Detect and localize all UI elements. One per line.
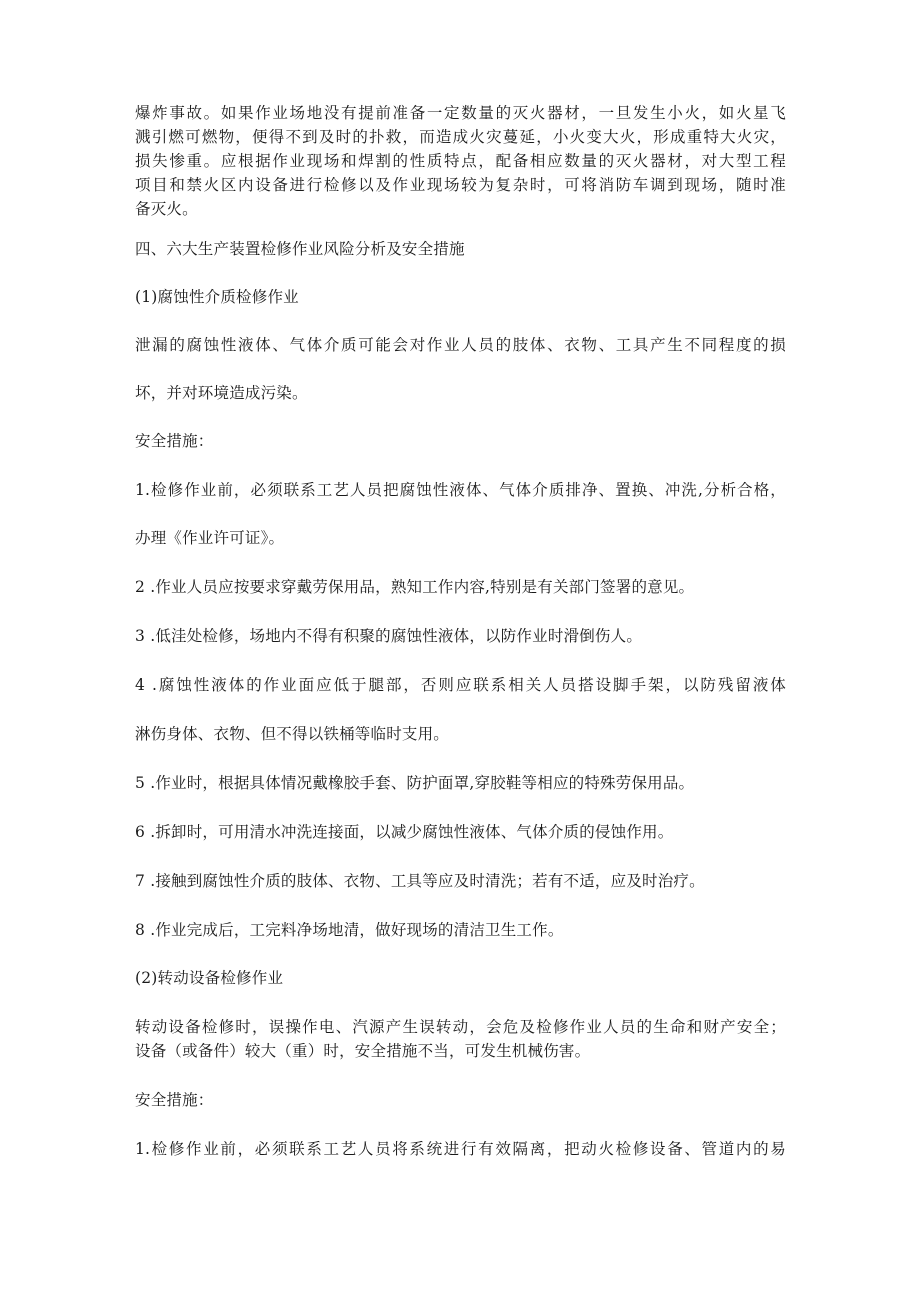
paragraph-line: 备灭火。 — [135, 200, 198, 218]
paragraph-line: 项目和禁火区内设备进行检修以及作业现场较为复杂时，可将消防车调到现场，随时准 — [135, 176, 786, 194]
list-item-continuation: 办理《作业许可证》。 — [135, 529, 285, 547]
list-item: 3 .低洼处检修，场地内不得有积聚的腐蚀性液体，以防作业时滑倒伤人。 — [135, 627, 643, 645]
paragraph-line: 损失惨重。应根据作业现场和焊割的性质特点，配备相应数量的灭火器材，对大型工程 — [135, 152, 786, 170]
list-item: 7 .接触到腐蚀性介质的肢体、衣物、工具等应及时清洗；若有不适，应及时治疗。 — [135, 872, 705, 890]
list-item: 2 .作业人员应按要求穿戴劳保用品，熟知工作内容,特别是有关部门签署的意见。 — [135, 578, 695, 596]
measures-label: 安全措施： — [135, 1091, 214, 1109]
list-item: 5 .作业时，根据具体情况戴橡胶手套、防护面罩,穿胶鞋等相应的特殊劳保用品。 — [135, 774, 695, 792]
paragraph-line: 泄漏的腐蚀性液体、气体介质可能会对作业人员的肢体、衣物、工具产生不同程度的损 — [135, 336, 786, 354]
paragraph-line: 溅引燃可燃物，便得不到及时的扑救，而造成火灾蔓延，小火变大火，形成重特大火灾， — [135, 128, 786, 146]
paragraph-line: 设备（或备件）较大（重）时，安全措施不当，可发生机械伤害。 — [135, 1042, 591, 1060]
paragraph-line: 转动设备检修时，误操作电、汽源产生误转动，会危及检修作业人员的生命和财产安全； — [135, 1018, 786, 1036]
paragraph-line: 爆炸事故。如果作业场地没有提前准备一定数量的灭火器材，一旦发生小火，如火星飞 — [135, 104, 786, 122]
subsection-heading: (1)腐蚀性介质检修作业 — [135, 288, 299, 306]
list-item: 6 .拆卸时，可用清水冲洗连接面，以减少腐蚀性液体、气体介质的侵蚀作用。 — [135, 823, 674, 841]
measures-label: 安全措施： — [135, 432, 214, 450]
section-heading: 四、六大生产装置检修作业风险分析及安全措施 — [135, 240, 465, 258]
list-item: 1.检修作业前，必须联系工艺人员把腐蚀性液体、气体介质排净、置换、冲洗,分析合格， — [135, 481, 786, 499]
list-item: 8 .作业完成后，工完料净场地清，做好现场的清洁卫生工作。 — [135, 921, 564, 939]
list-item: 4 .腐蚀性液体的作业面应低于腿部，否则应联系相关人员搭设脚手架，以防残留液体 — [135, 676, 786, 694]
subsection-heading: (2)转动设备检修作业 — [135, 969, 284, 987]
list-item-continuation: 淋伤身体、衣物、但不得以铁桶等临时支用。 — [135, 725, 450, 743]
paragraph-line: 坏，并对环境造成污染。 — [135, 384, 308, 402]
list-item: 1.检修作业前，必须联系工艺人员将系统进行有效隔离，把动火检修设备、管道内的易 — [135, 1140, 786, 1158]
